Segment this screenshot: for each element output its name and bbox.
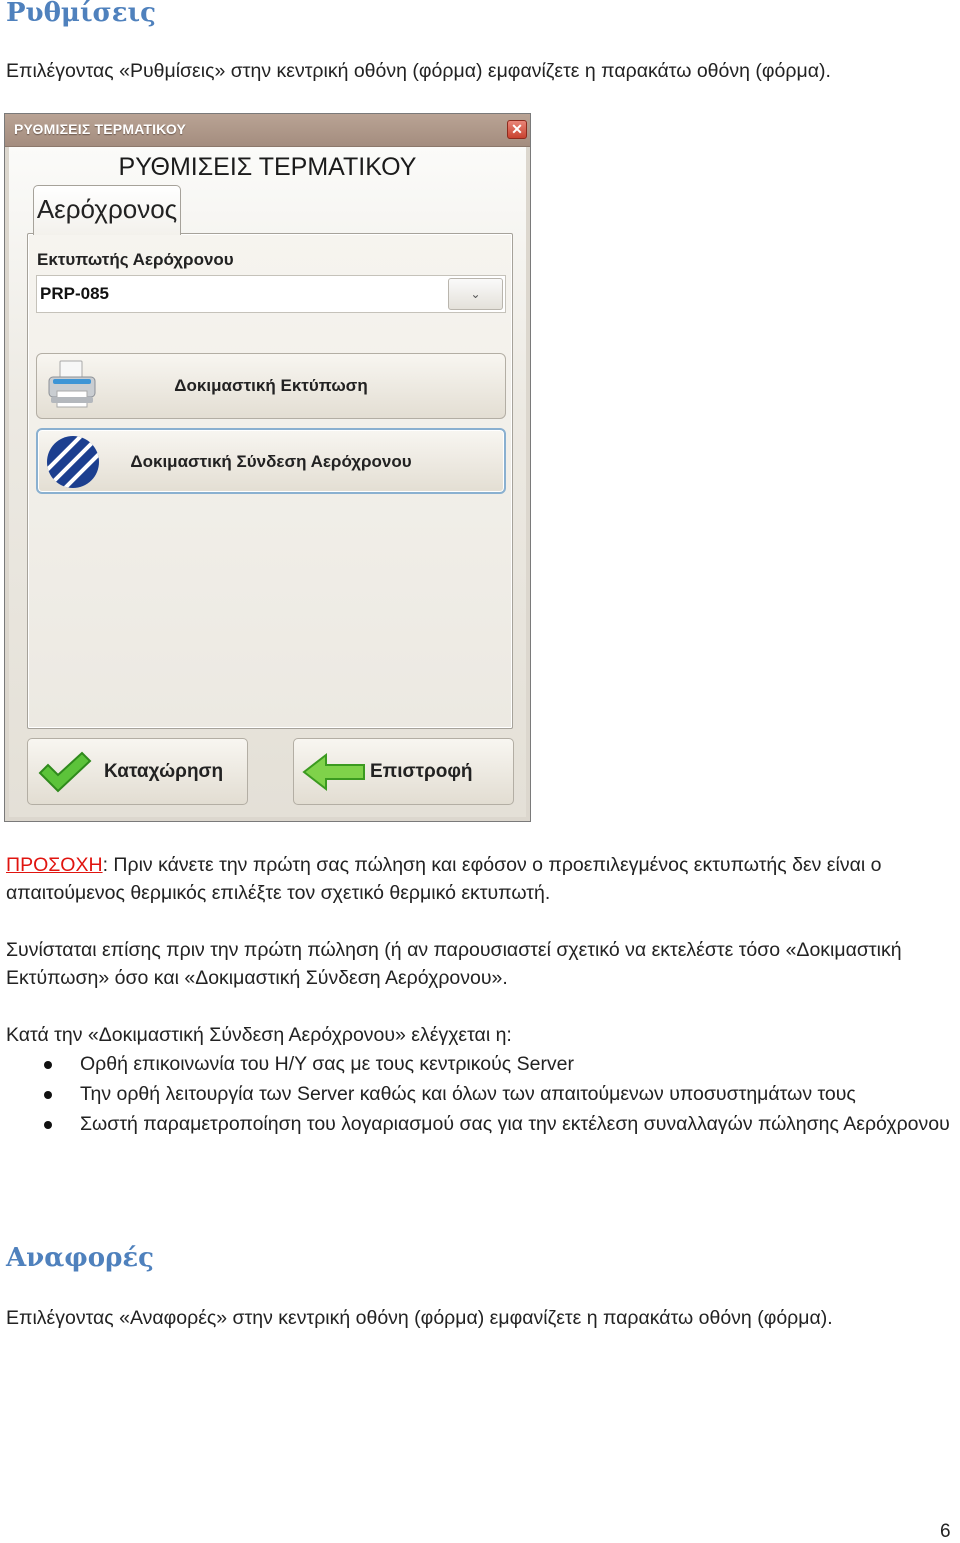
checkmark-icon <box>36 749 92 795</box>
window-client-area <box>9 147 526 817</box>
checks-intro: Κατά την «Δοκιμαστική Σύνδεση Αερόχρονου» ελέγχεται η: <box>6 1024 512 1046</box>
window-title: ΡΥΘΜΙΣΕΙΣ ΤΕΡΜΑΤΙΚΟΥ <box>14 121 187 137</box>
save-label: Καταχώρηση <box>104 761 224 782</box>
close-icon[interactable]: ✕ <box>507 120 527 139</box>
window-header: ΡΥΘΜΙΣΕΙΣ ΤΕΡΜΑΤΙΚΟΥ <box>118 153 417 181</box>
printer-value: PRP-085 <box>40 284 109 303</box>
back-label: Επιστροφή <box>370 761 473 782</box>
save-button[interactable] <box>27 738 248 805</box>
window-titlebar <box>5 114 530 147</box>
section-heading-settings: Ρυθμίσεις <box>6 0 156 28</box>
list-item: Την ορθή λειτουργία των Server καθώς και όλων των απαιτούμενων υποσυστημάτων τους <box>6 1080 956 1108</box>
recommendation-paragraph: Συνίσταται επίσης πριν την πρώτη πώληση (ή αν παρουσιαστεί σχετικό να εκτελέστε τόσο «Δοκιμαστική Εκτύπωση» όσο και «Δοκιμαστική Σύνδεση Αερόχρονου». <box>6 939 902 989</box>
tab-panel <box>27 233 513 729</box>
page-number: 6 <box>940 1521 951 1542</box>
notice-text: : Πριν κάνετε την πρώτη σας πώληση και εφόσον ο προεπιλεγμένος εκτυπωτής δεν είναι ο απαιτούμενος θερμικός επιλέξτε τον σχετικό θερμικό εκτυπωτή. <box>6 854 882 904</box>
tab-aerochronos[interactable]: Αερόχρονος <box>33 185 181 235</box>
settings-intro: Επιλέγοντας «Ρυθμίσεις» στην κεντρική οθόνη (φόρμα) εμφανίζετε η παρακάτω οθόνη (φόρμα). <box>6 60 831 82</box>
back-button[interactable] <box>293 738 514 805</box>
list-item: Σωστή παραμετροποίηση του λογαριασμού σας για την εκτέλεση συναλλαγών πώλησης Αερόχρονου <box>6 1110 950 1138</box>
test-print-button[interactable] <box>36 353 506 419</box>
printer-label: Εκτυπωτής Αερόχρονου <box>37 250 234 269</box>
settings-window <box>4 113 531 822</box>
checks-list <box>6 1050 956 1140</box>
test-print-label: Δοκιμαστική Εκτύπωση <box>174 376 368 395</box>
chevron-down-icon[interactable]: ⌄ <box>448 278 503 310</box>
reports-intro: Επιλέγοντας «Αναφορές» στην κεντρική οθόνη (φόρμα) εμφανίζετε η παρακάτω οθόνη (φόρμα). <box>6 1307 833 1329</box>
arrow-left-icon <box>302 749 366 795</box>
printer-select[interactable] <box>36 275 506 313</box>
section-heading-reports: Αναφορές <box>6 1243 155 1273</box>
test-connection-label: Δοκιμαστική Σύνδεση Αερόχρονου <box>130 452 412 471</box>
test-connection-button[interactable] <box>36 428 506 494</box>
notice-label: ΠΡΟΣΟΧΗ <box>6 854 103 876</box>
notice-paragraph <box>6 851 956 907</box>
list-item: Ορθή επικοινωνία του Η/Υ σας με τους κεντρικούς Server <box>6 1050 956 1078</box>
